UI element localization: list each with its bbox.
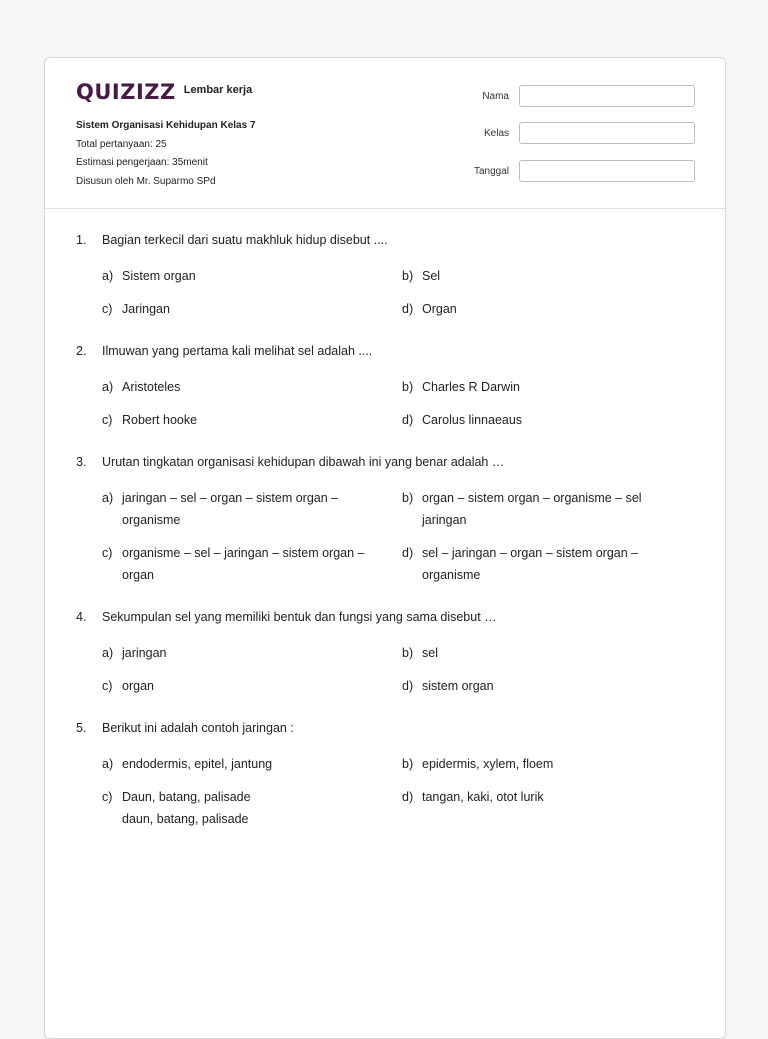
answer-option [402, 675, 702, 697]
option-text: Robert hooke [122, 413, 198, 427]
option-letter: d) [402, 546, 414, 560]
answer-option [102, 642, 402, 664]
answer-options [102, 753, 696, 830]
answer-option [402, 298, 702, 320]
option-letter: d) [402, 790, 414, 804]
answer-option [402, 487, 702, 531]
class-field-row [449, 122, 695, 144]
option-letter: b) [402, 269, 414, 283]
answer-option [102, 753, 402, 775]
answer-option [102, 786, 402, 830]
option-text: sel – jaringan – organ – sistem organ – organisme [422, 546, 639, 582]
question-number: 2. [76, 344, 87, 358]
option-text: epidermis, xylem, floem [422, 757, 554, 771]
worksheet-header [45, 58, 725, 209]
name-label: Nama [482, 90, 509, 102]
option-text: Carolus linnaeaus [422, 413, 523, 427]
option-text: sistem organ [422, 679, 494, 693]
question-text-row [76, 342, 696, 360]
question-list [76, 231, 696, 852]
name-field-row [449, 85, 695, 107]
question-item [76, 453, 696, 586]
answer-option [102, 542, 402, 586]
question-number: 5. [76, 721, 87, 735]
answer-option [102, 265, 402, 287]
option-text: endodermis, epitel, jantung [122, 757, 273, 771]
option-letter: c) [102, 546, 113, 560]
date-field-row [449, 160, 695, 182]
option-letter: c) [102, 790, 113, 804]
option-text: Charles R Darwin [422, 380, 520, 394]
option-letter: b) [402, 491, 414, 505]
answer-option [402, 642, 702, 664]
brand [76, 80, 252, 104]
question-text: Berikut ini adalah contoh jaringan : [102, 721, 294, 735]
worksheet-meta [76, 117, 256, 191]
quizizz-logo: QUIZIZZ [76, 80, 176, 104]
question-text: Ilmuwan yang pertama kali melihat sel adalah .... [102, 344, 373, 358]
option-letter: a) [102, 269, 114, 283]
answer-option [402, 542, 702, 586]
question-text-row [76, 719, 696, 737]
option-text: Daun, batang, palisade daun, batang, palisade [122, 790, 251, 826]
question-item [76, 231, 696, 320]
author: Disusun oleh Mr. Suparmo SPd [76, 175, 216, 187]
date-label: Tanggal [473, 165, 509, 177]
question-text: Sekumpulan sel yang memiliki bentuk dan fungsi yang sama disebut … [102, 610, 497, 624]
option-text: organisme – sel – jaringan – sistem organ – organ [122, 546, 365, 582]
date-input[interactable] [519, 160, 695, 182]
option-letter: d) [402, 679, 414, 693]
question-item [76, 608, 696, 697]
option-text: Sistem organ [122, 269, 196, 283]
option-text: Jaringan [122, 302, 170, 316]
question-number: 4. [76, 610, 87, 624]
name-input[interactable] [519, 85, 695, 107]
option-letter: c) [102, 679, 113, 693]
option-text: tangan, kaki, otot lurik [422, 790, 544, 804]
answer-options [102, 487, 696, 586]
option-letter: a) [102, 380, 114, 394]
answer-option [402, 786, 702, 830]
worksheet-title: Sistem Organisasi Kehidupan Kelas 7 [76, 120, 256, 131]
answer-option [102, 376, 402, 398]
estimated-time: Estimasi pengerjaan: 35menit [76, 157, 208, 168]
worksheet-label: Lembar kerja [183, 84, 253, 96]
answer-options [102, 642, 696, 697]
worksheet-page [44, 57, 726, 1039]
option-letter: a) [102, 757, 114, 771]
question-text: Urutan tingkatan organisasi kehidupan dibawah ini yang benar adalah … [102, 455, 505, 469]
option-letter: c) [102, 302, 113, 316]
option-text: sel [422, 646, 438, 660]
answer-option [102, 409, 402, 431]
question-number: 1. [76, 233, 87, 247]
option-letter: b) [402, 646, 414, 660]
option-letter: c) [102, 413, 113, 427]
question-text-row [76, 231, 696, 249]
option-text: Organ [422, 302, 457, 316]
option-text: organ – sistem organ – organisme – sel jaringan [422, 491, 642, 527]
option-letter: b) [402, 380, 414, 394]
answer-options [102, 376, 696, 431]
question-number: 3. [76, 455, 87, 469]
question-text-row [76, 453, 696, 471]
option-letter: a) [102, 646, 114, 660]
question-item [76, 342, 696, 431]
option-letter: a) [102, 491, 114, 505]
question-text-row [76, 608, 696, 626]
option-text: jaringan – sel – organ – sistem organ – organisme [122, 491, 339, 527]
question-text: Bagian terkecil dari suatu makhluk hidup disebut .... [102, 233, 388, 247]
question-item [76, 719, 696, 830]
class-label: Kelas [483, 127, 509, 139]
option-letter: b) [402, 757, 414, 771]
total-questions: Total pertanyaan: 25 [76, 138, 167, 150]
answer-option [402, 409, 702, 431]
answer-option [402, 753, 702, 775]
answer-option [102, 675, 402, 697]
answer-option [402, 376, 702, 398]
option-text: Sel [422, 269, 441, 283]
option-text: jaringan [122, 646, 167, 660]
option-text: Aristoteles [122, 380, 181, 394]
answer-options [102, 265, 696, 320]
answer-option [402, 265, 702, 287]
option-letter: d) [402, 302, 414, 316]
option-letter: d) [402, 413, 414, 427]
answer-option [102, 487, 402, 531]
option-text: organ [122, 679, 154, 693]
class-input[interactable] [519, 122, 695, 144]
answer-option [102, 298, 402, 320]
